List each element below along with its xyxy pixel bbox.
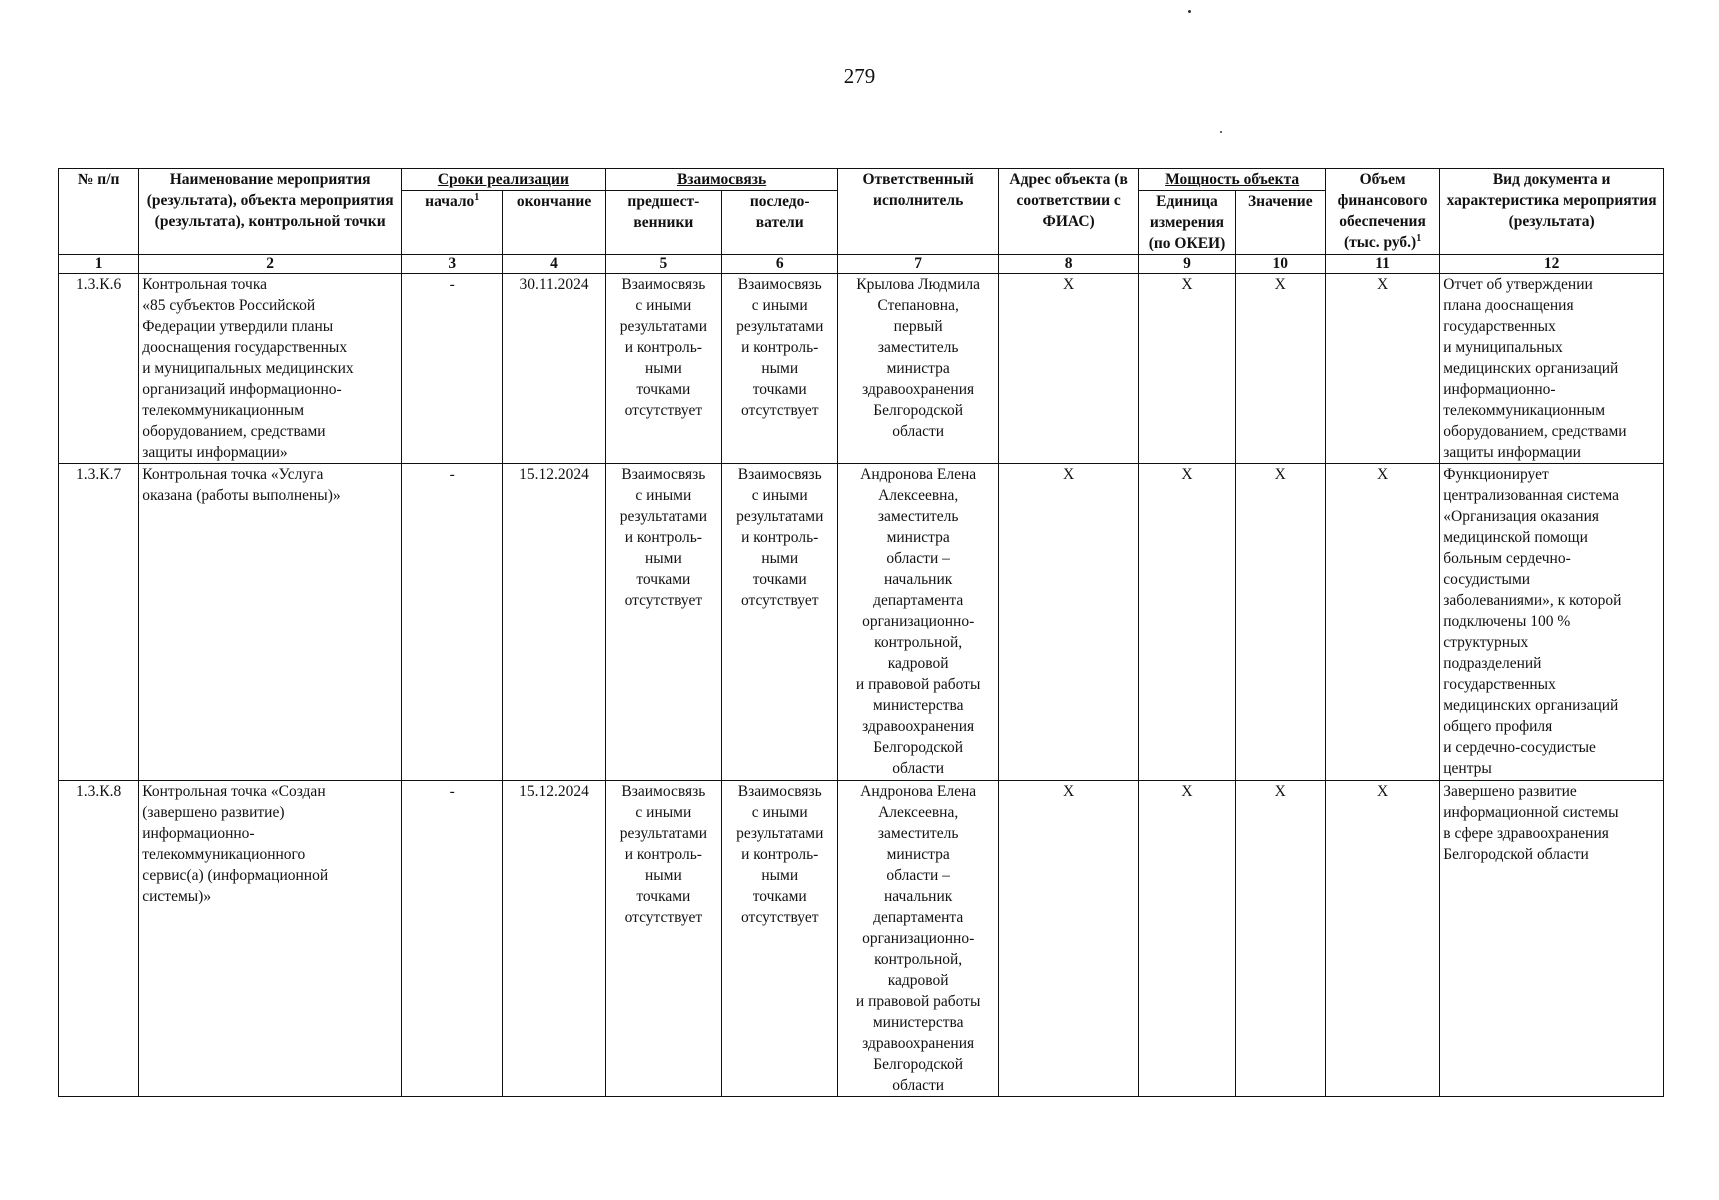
column-number: 4: [503, 255, 605, 274]
header-value: Значение: [1235, 191, 1325, 255]
row-start: -: [402, 464, 503, 781]
header-relation-group: Взаимосвязь: [605, 169, 838, 191]
row-number: 1.3.К.6: [59, 274, 139, 464]
row-number: 1.3.К.8: [59, 781, 139, 1097]
row-predecessors: Взаимосвязь с иными результатами и контроль- ными точками отсутствует: [605, 781, 721, 1097]
scan-speck: [1220, 131, 1222, 133]
row-number: 1.3.К.7: [59, 464, 139, 781]
row-address: Х: [998, 274, 1138, 464]
row-funding: Х: [1325, 464, 1439, 781]
table-row: [59, 781, 1664, 1097]
column-number: 5: [605, 255, 721, 274]
column-number: 9: [1139, 255, 1235, 274]
row-end: 15.12.2024: [503, 464, 605, 781]
row-value: Х: [1235, 274, 1325, 464]
header-successors: последо- ватели: [722, 191, 838, 255]
footnote-mark: 1: [1416, 232, 1422, 244]
header-doc-type: Вид документа и характеристика мероприятия (результата): [1440, 169, 1664, 255]
row-funding: Х: [1325, 274, 1439, 464]
row-value: Х: [1235, 781, 1325, 1097]
header-unit: Единица измерения (по ОКЕИ): [1139, 191, 1235, 255]
row-predecessors: Взаимосвязь с иными результатами и контроль- ными точками отсутствует: [605, 464, 721, 781]
row-name: Контрольная точка «Услуга оказана (работы выполнены)»: [139, 464, 402, 781]
table-row: [59, 274, 1664, 464]
row-end: 15.12.2024: [503, 781, 605, 1097]
scan-speck: [1188, 10, 1191, 13]
checkpoints-table: [58, 168, 1664, 1097]
header-start-text: начало: [425, 193, 475, 210]
header-start: [402, 191, 503, 255]
column-number: 11: [1325, 255, 1439, 274]
row-start: -: [402, 781, 503, 1097]
row-successors: Взаимосвязь с иными результатами и контроль- ными точками отсутствует: [722, 781, 838, 1097]
column-number: 12: [1440, 255, 1664, 274]
header-terms-group: Сроки реализации: [402, 169, 606, 191]
row-unit: Х: [1139, 274, 1235, 464]
column-number: 10: [1235, 255, 1325, 274]
row-address: Х: [998, 781, 1138, 1097]
row-name: Контрольная точка «85 субъектов Российской Федерации утвердили планы дооснащения государственных и муниципальных медицинских организаций информационно- телекоммуникационным оборудованием, средствами защиты информации»: [139, 274, 402, 464]
column-number: 2: [139, 255, 402, 274]
column-number: 3: [402, 255, 503, 274]
row-doc-type: Функционирует централизованная система «Организация оказания медицинской помощи больным сердечно- сосудистыми заболеваниями», к которой подключены 100 % структурных подразделений государственных медицинских организаций общего профиля и сердечно-сосудистые центры: [1440, 464, 1664, 781]
column-number: 7: [838, 255, 999, 274]
row-responsible: Крылова Людмила Степановна, первый заместитель министра здравоохранения Белгородской области: [838, 274, 999, 464]
row-address: Х: [998, 464, 1138, 781]
row-start: -: [402, 274, 503, 464]
row-responsible: Андронова Елена Алексеевна, заместитель министра области – начальник департамента организационно- контрольной, кадровой и правовой работы министерства здравоохранения Белгородской области: [838, 781, 999, 1097]
row-predecessors: Взаимосвязь с иными результатами и контроль- ными точками отсутствует: [605, 274, 721, 464]
header-end: окончание: [503, 191, 605, 255]
row-successors: Взаимосвязь с иными результатами и контроль- ными точками отсутствует: [722, 274, 838, 464]
row-doc-type: Завершено развитие информационной системы в сфере здравоохранения Белгородской области: [1440, 781, 1664, 1097]
row-name: Контрольная точка «Создан (завершено развитие) информационно- телекоммуникационного сервис(а) (информационной системы)»: [139, 781, 402, 1097]
header-row-1: [59, 169, 1664, 191]
header-funding: [1325, 169, 1439, 255]
header-capacity-group: Мощность объекта: [1139, 169, 1326, 191]
header-responsible: Ответственный исполнитель: [838, 169, 999, 255]
row-unit: Х: [1139, 781, 1235, 1097]
row-successors: Взаимосвязь с иными результатами и контроль- ными точками отсутствует: [722, 464, 838, 781]
column-numbers-row: [59, 255, 1664, 274]
header-predecessors: предшест- венники: [605, 191, 721, 255]
row-funding: Х: [1325, 781, 1439, 1097]
footnote-mark: 1: [474, 191, 480, 203]
page-number: 279: [843, 64, 876, 88]
header-name: Наименование мероприятия (результата), объекта мероприятия (результата), контрольной точки: [139, 169, 402, 255]
table-row: [59, 464, 1664, 781]
column-number: 6: [722, 255, 838, 274]
row-value: Х: [1235, 464, 1325, 781]
header-funding-text: Объем финансового обеспечения (тыс. руб.): [1337, 171, 1428, 251]
row-responsible: Андронова Елена Алексеевна, заместитель министра области – начальник департамента организационно- контрольной, кадровой и правовой работы министерства здравоохранения Белгородской области: [838, 464, 999, 781]
header-num: № п/п: [59, 169, 139, 255]
column-number: 8: [998, 255, 1138, 274]
header-address: Адрес объекта (в соответствии с ФИАС): [998, 169, 1138, 255]
column-number: 1: [59, 255, 139, 274]
row-unit: Х: [1139, 464, 1235, 781]
row-end: 30.11.2024: [503, 274, 605, 464]
row-doc-type: Отчет об утверждении плана дооснащения государственных и муниципальных медицинских организаций информационно- телекоммуникационным оборудованием, средствами защиты информации: [1440, 274, 1664, 464]
